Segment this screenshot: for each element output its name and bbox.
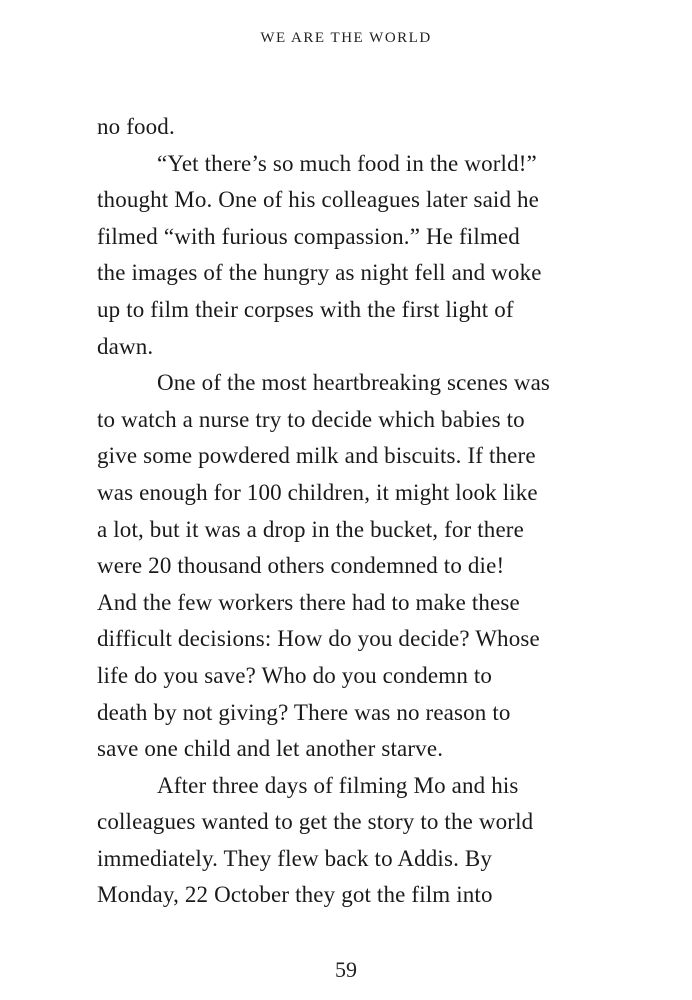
text-line: And the few workers there had to make these [97, 589, 520, 615]
text-line: death by not giving? There was no reason to [97, 699, 511, 725]
text-line: to watch a nurse try to decide which babies to [97, 406, 525, 432]
text-line: no food. [97, 114, 175, 139]
text-line: life do you save? Who do you condemn to [97, 662, 493, 688]
text-line: a lot, but it was a drop in the bucket, for there [97, 516, 524, 542]
page-number: 59 [335, 957, 357, 982]
text-line: Monday, 22 October they got the film into [97, 882, 493, 908]
text-line: were 20 thousand others condemned to die! [97, 553, 505, 579]
body-text [97, 109, 627, 914]
text-line: was enough for 100 children, it might look like [97, 479, 538, 505]
text-line-paragraph-start: After three days of filming Mo and his [157, 772, 519, 798]
text-line: immediately. They flew back to Addis. By [97, 845, 493, 871]
running-header: WE ARE THE WORLD [260, 30, 432, 46]
text-line-paragraph-start: “Yet there’s so much food in the world!” [157, 150, 537, 176]
text-line: filmed “with furious compassion.” He filmed [97, 223, 520, 249]
text-line: colleagues wanted to get the story to the world [97, 809, 534, 835]
text-line: up to film their corpses with the first light of [97, 296, 514, 322]
text-line: dawn. [97, 333, 154, 359]
text-line: difficult decisions: How do you decide? Whose [97, 626, 540, 652]
text-line: save one child and let another starve. [97, 736, 444, 762]
text-line: the images of the hungry as night fell and woke [97, 260, 542, 286]
text-line: give some powdered milk and biscuits. If there [97, 443, 536, 469]
text-line-paragraph-start: One of the most heartbreaking scenes was [157, 370, 551, 396]
text-line: thought Mo. One of his colleagues later said he [97, 187, 540, 213]
